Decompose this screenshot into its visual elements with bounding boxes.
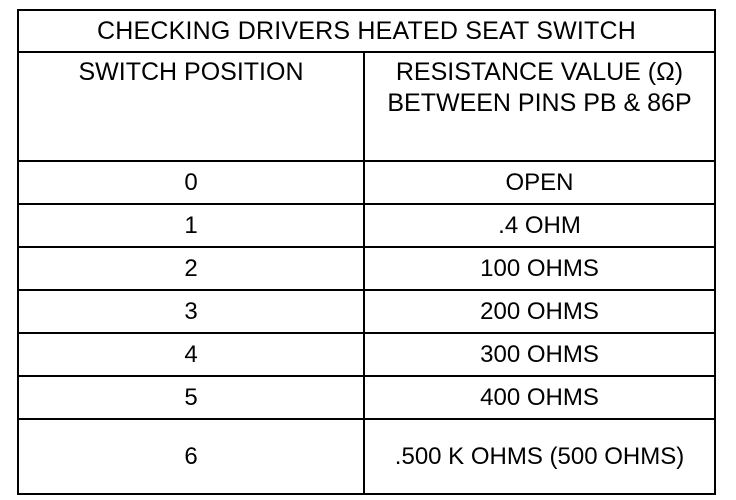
table-row (18, 204, 715, 247)
table-row (18, 247, 715, 290)
switch-position-cell: 3 (18, 290, 364, 333)
switch-position-cell: 5 (18, 376, 364, 419)
table-row (18, 419, 715, 494)
resistance-value-cell (364, 333, 715, 376)
switch-position-cell: 1 (18, 204, 364, 247)
heated-seat-switch-table (17, 9, 716, 495)
table-row (18, 161, 715, 204)
table-title: CHECKING DRIVERS HEATED SEAT SWITCH (18, 10, 715, 52)
resistance-value: 100 OHMS (480, 254, 599, 282)
resistance-value-cell (364, 419, 715, 494)
resistance-value-cell (364, 204, 715, 247)
column-header-label: SWITCH POSITION (78, 58, 304, 86)
column-header-resistance-value (364, 52, 715, 161)
resistance-value: OPEN (505, 168, 574, 196)
switch-position-cell: 4 (18, 333, 364, 376)
resistance-value-cell (364, 161, 715, 204)
resistance-value-cell (364, 290, 715, 333)
table-row (18, 290, 715, 333)
table-title-row (18, 10, 715, 52)
resistance-value: 400 OHMS (480, 383, 599, 411)
resistance-value: 200 OHMS (480, 297, 599, 325)
resistance-value-cell (364, 376, 715, 419)
resistance-value: .4 OHM (498, 211, 581, 239)
switch-position-cell: 6 (18, 419, 364, 494)
table-row (18, 333, 715, 376)
table-row (18, 376, 715, 419)
column-header-row (18, 52, 715, 161)
resistance-value: .500 K OHMS (500 OHMS) (394, 442, 685, 470)
resistance-value: 300 OHMS (480, 340, 599, 368)
column-header-label: RESISTANCE VALUE (Ω) BETWEEN PINS PB & 86P (387, 58, 692, 117)
switch-position-cell: 2 (18, 247, 364, 290)
column-header-switch-position (18, 52, 364, 161)
switch-position-cell: 0 (18, 161, 364, 204)
resistance-value-cell (364, 247, 715, 290)
